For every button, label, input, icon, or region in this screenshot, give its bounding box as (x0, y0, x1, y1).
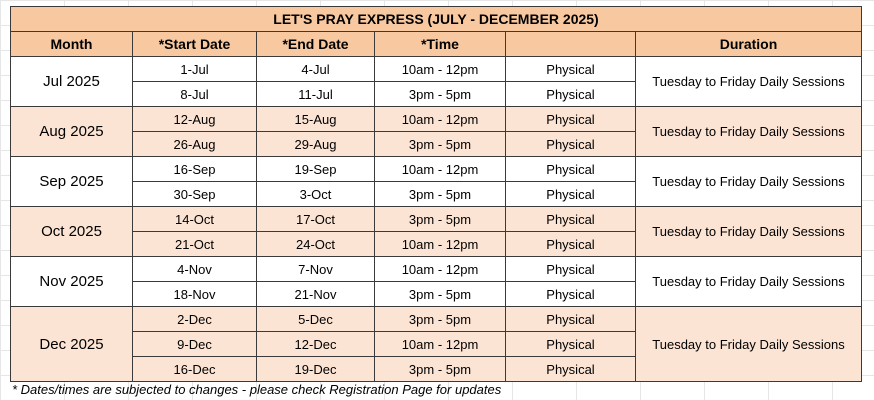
session-type-cell[interactable]: Physical (506, 232, 636, 257)
time-cell[interactable]: 3pm - 5pm (375, 182, 506, 207)
start-date-cell[interactable]: 12-Aug (133, 107, 257, 132)
start-date-cell[interactable]: 21-Oct (133, 232, 257, 257)
month-cell[interactable]: Sep 2025 (11, 157, 133, 207)
end-date-cell[interactable]: 7-Nov (257, 257, 375, 282)
start-date-cell[interactable]: 4-Nov (133, 257, 257, 282)
start-date-cell[interactable]: 9-Dec (133, 332, 257, 357)
schedule-table (10, 6, 862, 382)
header-type[interactable] (506, 32, 636, 57)
duration-cell[interactable]: Tuesday to Friday Daily Sessions (636, 107, 862, 157)
session-type-cell[interactable]: Physical (506, 207, 636, 232)
start-date-cell[interactable]: 16-Dec (133, 357, 257, 382)
end-date-cell[interactable]: 19-Sep (257, 157, 375, 182)
time-cell[interactable]: 3pm - 5pm (375, 132, 506, 157)
time-cell[interactable]: 3pm - 5pm (375, 82, 506, 107)
table-row (11, 57, 862, 82)
time-cell[interactable]: 10am - 12pm (375, 57, 506, 82)
time-cell[interactable]: 10am - 12pm (375, 257, 506, 282)
header-end-date[interactable]: *End Date (257, 32, 375, 57)
end-date-cell[interactable]: 15-Aug (257, 107, 375, 132)
header-time[interactable]: *Time (375, 32, 506, 57)
table-row (11, 157, 862, 182)
month-cell[interactable]: Nov 2025 (11, 257, 133, 307)
session-type-cell[interactable]: Physical (506, 332, 636, 357)
session-type-cell[interactable]: Physical (506, 157, 636, 182)
end-date-cell[interactable]: 29-Aug (257, 132, 375, 157)
start-date-cell[interactable]: 2-Dec (133, 307, 257, 332)
footnote: * Dates/times are subjected to changes - please check Registration Page for updates (12, 382, 502, 397)
month-cell[interactable]: Aug 2025 (11, 107, 133, 157)
table-title[interactable]: LET'S PRAY EXPRESS (JULY - DECEMBER 2025) (11, 7, 862, 32)
end-date-cell[interactable]: 19-Dec (257, 357, 375, 382)
header-start-date[interactable]: *Start Date (133, 32, 257, 57)
time-cell[interactable]: 10am - 12pm (375, 232, 506, 257)
session-type-cell[interactable]: Physical (506, 257, 636, 282)
month-cell[interactable]: Dec 2025 (11, 307, 133, 382)
table-row (11, 107, 862, 132)
end-date-cell[interactable]: 24-Oct (257, 232, 375, 257)
header-month[interactable]: Month (11, 32, 133, 57)
duration-cell[interactable]: Tuesday to Friday Daily Sessions (636, 207, 862, 257)
session-type-cell[interactable]: Physical (506, 57, 636, 82)
month-cell[interactable]: Oct 2025 (11, 207, 133, 257)
session-type-cell[interactable]: Physical (506, 357, 636, 382)
time-cell[interactable]: 10am - 12pm (375, 107, 506, 132)
session-type-cell[interactable]: Physical (506, 132, 636, 157)
end-date-cell[interactable]: 5-Dec (257, 307, 375, 332)
session-type-cell[interactable]: Physical (506, 107, 636, 132)
time-cell[interactable]: 3pm - 5pm (375, 307, 506, 332)
end-date-cell[interactable]: 21-Nov (257, 282, 375, 307)
end-date-cell[interactable]: 3-Oct (257, 182, 375, 207)
start-date-cell[interactable]: 18-Nov (133, 282, 257, 307)
time-cell[interactable]: 3pm - 5pm (375, 207, 506, 232)
time-cell[interactable]: 3pm - 5pm (375, 357, 506, 382)
end-date-cell[interactable]: 4-Jul (257, 57, 375, 82)
table-row (11, 257, 862, 282)
start-date-cell[interactable]: 14-Oct (133, 207, 257, 232)
end-date-cell[interactable]: 17-Oct (257, 207, 375, 232)
session-type-cell[interactable]: Physical (506, 182, 636, 207)
start-date-cell[interactable]: 16-Sep (133, 157, 257, 182)
session-type-cell[interactable]: Physical (506, 282, 636, 307)
time-cell[interactable]: 10am - 12pm (375, 157, 506, 182)
start-date-cell[interactable]: 8-Jul (133, 82, 257, 107)
duration-cell[interactable]: Tuesday to Friday Daily Sessions (636, 257, 862, 307)
end-date-cell[interactable]: 12-Dec (257, 332, 375, 357)
start-date-cell[interactable]: 26-Aug (133, 132, 257, 157)
end-date-cell[interactable]: 11-Jul (257, 82, 375, 107)
start-date-cell[interactable]: 1-Jul (133, 57, 257, 82)
time-cell[interactable]: 10am - 12pm (375, 332, 506, 357)
month-cell[interactable]: Jul 2025 (11, 57, 133, 107)
duration-cell[interactable]: Tuesday to Friday Daily Sessions (636, 57, 862, 107)
duration-cell[interactable]: Tuesday to Friday Daily Sessions (636, 307, 862, 382)
schedule-body (11, 57, 862, 382)
table-row (11, 207, 862, 232)
session-type-cell[interactable]: Physical (506, 82, 636, 107)
time-cell[interactable]: 3pm - 5pm (375, 282, 506, 307)
start-date-cell[interactable]: 30-Sep (133, 182, 257, 207)
table-row (11, 307, 862, 332)
session-type-cell[interactable]: Physical (506, 307, 636, 332)
header-duration[interactable]: Duration (636, 32, 862, 57)
duration-cell[interactable]: Tuesday to Friday Daily Sessions (636, 157, 862, 207)
